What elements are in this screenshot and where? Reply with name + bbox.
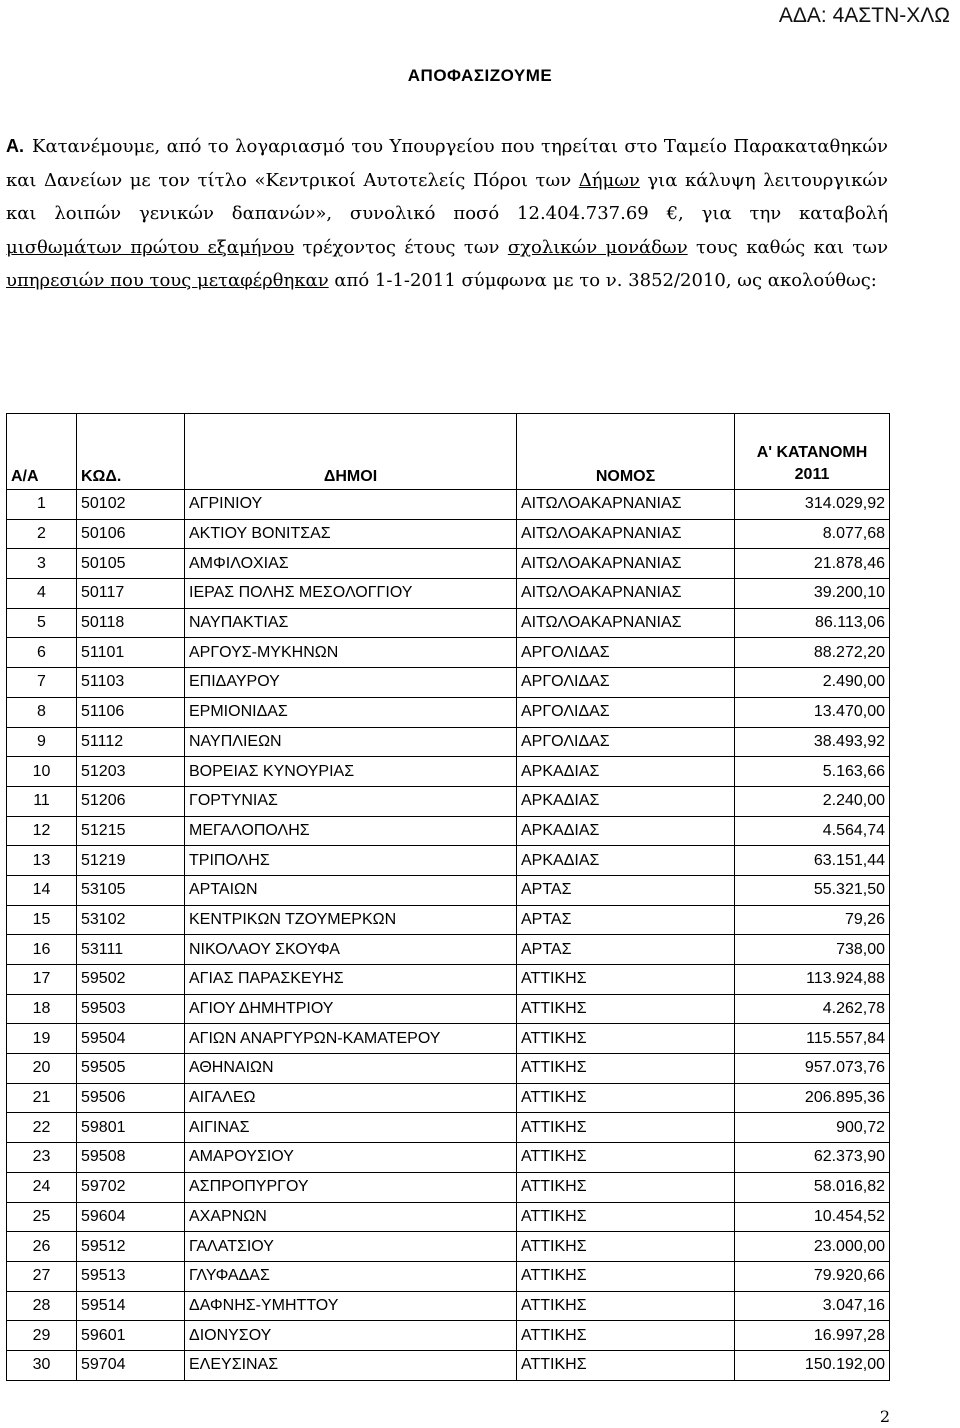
table-row xyxy=(7,1350,890,1380)
cell-nomos: ΑΙΤΩΛΟΑΚΑΡΝΑΝΙΑΣ xyxy=(517,579,735,609)
cell-code: 50118 xyxy=(77,608,185,638)
table-row xyxy=(7,727,890,757)
cell-nomos: ΑΡΓΟΛΙΔΑΣ xyxy=(517,638,735,668)
header-amount xyxy=(735,414,890,490)
cell-dimos: ΑΓΡΙΝΙΟΥ xyxy=(185,490,517,520)
cell-aa: 18 xyxy=(7,994,77,1024)
cell-code: 51203 xyxy=(77,757,185,787)
cell-aa: 22 xyxy=(7,1113,77,1143)
cell-aa: 21 xyxy=(7,1083,77,1113)
table-row xyxy=(7,519,890,549)
ada-code: ΑΔΑ: 4ΑΣΤΝ-ΧΛΩ xyxy=(778,4,950,27)
table-row xyxy=(7,490,890,520)
table-row xyxy=(7,875,890,905)
cell-nomos: ΑΤΤΙΚΗΣ xyxy=(517,1054,735,1084)
cell-nomos: ΑΤΤΙΚΗΣ xyxy=(517,1113,735,1143)
cell-aa: 5 xyxy=(7,608,77,638)
underlined-text: σχολικών μονάδων xyxy=(507,236,688,258)
cell-code: 59512 xyxy=(77,1232,185,1262)
cell-dimos: ΙΕΡΑΣ ΠΟΛΗΣ ΜΕΣΟΛΟΓΓΙΟΥ xyxy=(185,579,517,609)
cell-amount: 16.997,28 xyxy=(735,1321,890,1351)
cell-code: 59601 xyxy=(77,1321,185,1351)
cell-aa: 19 xyxy=(7,1024,77,1054)
cell-dimos: ΑΣΠΡΟΠΥΡΓΟΥ xyxy=(185,1172,517,1202)
cell-dimos: ΚΕΝΤΡΙΚΩΝ ΤΖΟΥΜΕΡΚΩΝ xyxy=(185,905,517,935)
cell-nomos: ΑΤΤΙΚΗΣ xyxy=(517,1350,735,1380)
cell-dimos: ΔΙΟΝΥΣΟΥ xyxy=(185,1321,517,1351)
cell-dimos: ΤΡΙΠΟΛΗΣ xyxy=(185,846,517,876)
cell-code: 59505 xyxy=(77,1054,185,1084)
cell-amount: 8.077,68 xyxy=(735,519,890,549)
cell-dimos: ΑΙΓΑΛΕΩ xyxy=(185,1083,517,1113)
table-row xyxy=(7,668,890,698)
cell-amount: 38.493,92 xyxy=(735,727,890,757)
cell-code: 59704 xyxy=(77,1350,185,1380)
table-row xyxy=(7,1024,890,1054)
cell-nomos: ΑΡΤΑΣ xyxy=(517,905,735,935)
table-row xyxy=(7,1054,890,1084)
cell-aa: 17 xyxy=(7,965,77,995)
cell-amount: 206.895,36 xyxy=(735,1083,890,1113)
cell-dimos: ΑΓΙΑΣ ΠΑΡΑΣΚΕΥΗΣ xyxy=(185,965,517,995)
header-amount-line1: Α' ΚΑΤΑΝΟΜΗ xyxy=(756,444,868,461)
cell-aa: 23 xyxy=(7,1143,77,1173)
cell-nomos: ΑΡΚΑΔΙΑΣ xyxy=(517,757,735,787)
table-row xyxy=(7,935,890,965)
cell-nomos: ΑΤΤΙΚΗΣ xyxy=(517,1143,735,1173)
table-row xyxy=(7,1291,890,1321)
cell-dimos: ΑΜΦΙΛΟΧΙΑΣ xyxy=(185,549,517,579)
cell-amount: 39.200,10 xyxy=(735,579,890,609)
table-row xyxy=(7,1232,890,1262)
header-code: ΚΩΔ. xyxy=(77,414,185,490)
cell-aa: 28 xyxy=(7,1291,77,1321)
cell-amount: 2.490,00 xyxy=(735,668,890,698)
cell-nomos: ΑΤΤΙΚΗΣ xyxy=(517,1024,735,1054)
header-dimos: ΔΗΜΟΙ xyxy=(185,414,517,490)
cell-dimos: ΑΘΗΝΑΙΩΝ xyxy=(185,1054,517,1084)
table-row xyxy=(7,1202,890,1232)
table-header-row xyxy=(7,414,890,490)
cell-code: 59502 xyxy=(77,965,185,995)
decision-paragraph xyxy=(6,130,888,298)
cell-aa: 4 xyxy=(7,579,77,609)
cell-aa: 20 xyxy=(7,1054,77,1084)
cell-amount: 150.192,00 xyxy=(735,1350,890,1380)
table-row xyxy=(7,1261,890,1291)
cell-nomos: ΑΡΚΑΔΙΑΣ xyxy=(517,846,735,876)
cell-aa: 12 xyxy=(7,816,77,846)
cell-code: 51206 xyxy=(77,786,185,816)
cell-code: 59506 xyxy=(77,1083,185,1113)
cell-aa: 6 xyxy=(7,638,77,668)
cell-code: 50102 xyxy=(77,490,185,520)
cell-dimos: ΒΟΡΕΙΑΣ ΚΥΝΟΥΡΙΑΣ xyxy=(185,757,517,787)
cell-aa: 26 xyxy=(7,1232,77,1262)
cell-amount: 2.240,00 xyxy=(735,786,890,816)
underlined-text: μισθωμάτων πρώτου εξαμήνου xyxy=(6,236,295,258)
cell-nomos: ΑΡΤΑΣ xyxy=(517,935,735,965)
cell-nomos: ΑΡΓΟΛΙΔΑΣ xyxy=(517,668,735,698)
cell-dimos: ΑΡΓΟΥΣ-ΜΥΚΗΝΩΝ xyxy=(185,638,517,668)
cell-dimos: ΑΚΤΙΟΥ ΒΟΝΙΤΣΑΣ xyxy=(185,519,517,549)
cell-code: 51101 xyxy=(77,638,185,668)
cell-code: 59604 xyxy=(77,1202,185,1232)
cell-code: 50105 xyxy=(77,549,185,579)
cell-code: 51106 xyxy=(77,697,185,727)
cell-dimos: ΓΟΡΤΥΝΙΑΣ xyxy=(185,786,517,816)
cell-aa: 30 xyxy=(7,1350,77,1380)
cell-dimos: ΑΓΙΟΥ ΔΗΜΗΤΡΙΟΥ xyxy=(185,994,517,1024)
cell-amount: 58.016,82 xyxy=(735,1172,890,1202)
decision-heading: ΑΠΟΦΑΣΙΖΟΥΜΕ xyxy=(407,66,553,85)
cell-nomos: ΑΤΤΙΚΗΣ xyxy=(517,1321,735,1351)
cell-amount: 10.454,52 xyxy=(735,1202,890,1232)
cell-dimos: ΑΡΤΑΙΩΝ xyxy=(185,875,517,905)
cell-nomos: ΑΙΤΩΛΟΑΚΑΡΝΑΝΙΑΣ xyxy=(517,608,735,638)
paragraph-text: Κατανέμουμε, από το λογαριασμό του Υπουργείου που τηρείται στο Ταμείο Παρακαταθηκών και Δανείων με τον τίτλο «Κεντρικοί Αυτοτελείς Πόροι των xyxy=(6,136,888,191)
cell-amount: 88.272,20 xyxy=(735,638,890,668)
cell-aa: 8 xyxy=(7,697,77,727)
cell-amount: 900,72 xyxy=(735,1113,890,1143)
cell-amount: 21.878,46 xyxy=(735,549,890,579)
cell-aa: 27 xyxy=(7,1261,77,1291)
cell-dimos: ΝΑΥΠΑΚΤΙΑΣ xyxy=(185,608,517,638)
cell-nomos: ΑΡΓΟΛΙΔΑΣ xyxy=(517,697,735,727)
cell-nomos: ΑΤΤΙΚΗΣ xyxy=(517,1232,735,1262)
cell-nomos: ΑΡΚΑΔΙΑΣ xyxy=(517,816,735,846)
cell-dimos: ΔΑΦΝΗΣ-ΥΜΗΤΤΟΥ xyxy=(185,1291,517,1321)
cell-aa: 29 xyxy=(7,1321,77,1351)
cell-aa: 15 xyxy=(7,905,77,935)
cell-code: 59508 xyxy=(77,1143,185,1173)
cell-dimos: ΜΕΓΑΛΟΠΟΛΗΣ xyxy=(185,816,517,846)
cell-aa: 9 xyxy=(7,727,77,757)
cell-nomos: ΑΡΚΑΔΙΑΣ xyxy=(517,786,735,816)
cell-dimos: ΕΡΜΙΟΝΙΔΑΣ xyxy=(185,697,517,727)
cell-dimos: ΝΑΥΠΛΙΕΩΝ xyxy=(185,727,517,757)
cell-dimos: ΑΙΓΙΝΑΣ xyxy=(185,1113,517,1143)
cell-nomos: ΑΤΤΙΚΗΣ xyxy=(517,1261,735,1291)
table-row xyxy=(7,965,890,995)
cell-amount: 23.000,00 xyxy=(735,1232,890,1262)
cell-amount: 115.557,84 xyxy=(735,1024,890,1054)
cell-amount: 62.373,90 xyxy=(735,1143,890,1173)
table-row xyxy=(7,816,890,846)
cell-code: 51112 xyxy=(77,727,185,757)
cell-aa: 2 xyxy=(7,519,77,549)
cell-aa: 14 xyxy=(7,875,77,905)
cell-dimos: ΑΓΙΩΝ ΑΝΑΡΓΥΡΩΝ-ΚΑΜΑΤΕΡΟΥ xyxy=(185,1024,517,1054)
cell-aa: 10 xyxy=(7,757,77,787)
table-row xyxy=(7,786,890,816)
table-row xyxy=(7,638,890,668)
cell-dimos: ΓΑΛΑΤΣΙΟΥ xyxy=(185,1232,517,1262)
cell-nomos: ΑΤΤΙΚΗΣ xyxy=(517,1083,735,1113)
cell-nomos: ΑΤΤΙΚΗΣ xyxy=(517,1172,735,1202)
cell-amount: 113.924,88 xyxy=(735,965,890,995)
cell-aa: 11 xyxy=(7,786,77,816)
cell-code: 50117 xyxy=(77,579,185,609)
cell-amount: 4.564,74 xyxy=(735,816,890,846)
allocation-table xyxy=(6,413,890,1381)
cell-code: 51215 xyxy=(77,816,185,846)
cell-aa: 13 xyxy=(7,846,77,876)
cell-nomos: ΑΤΤΙΚΗΣ xyxy=(517,1291,735,1321)
table-row xyxy=(7,757,890,787)
cell-dimos: ΕΠΙΔΑΥΡΟΥ xyxy=(185,668,517,698)
cell-amount: 314.029,92 xyxy=(735,490,890,520)
paragraph-text: για κάλυψη λειτουργικών και λοιπών γενικών δαπανών», συνολικό ποσό 12.404.737.69 €, για την καταβολή xyxy=(6,169,888,225)
cell-aa: 24 xyxy=(7,1172,77,1202)
table-row xyxy=(7,1113,890,1143)
cell-amount: 13.470,00 xyxy=(735,697,890,727)
cell-dimos: ΕΛΕΥΣΙΝΑΣ xyxy=(185,1350,517,1380)
paragraph-label: Α. xyxy=(6,136,24,156)
cell-aa: 3 xyxy=(7,549,77,579)
table-row xyxy=(7,1083,890,1113)
cell-code: 53102 xyxy=(77,905,185,935)
table-row xyxy=(7,994,890,1024)
header-amount-line2: 2011 xyxy=(794,466,830,483)
cell-dimos: ΑΜΑΡΟΥΣΙΟΥ xyxy=(185,1143,517,1173)
table-row xyxy=(7,846,890,876)
table-row xyxy=(7,579,890,609)
header-nomos: ΝΟΜΟΣ xyxy=(517,414,735,490)
cell-amount: 3.047,16 xyxy=(735,1291,890,1321)
cell-code: 53105 xyxy=(77,875,185,905)
cell-code: 59513 xyxy=(77,1261,185,1291)
cell-code: 59504 xyxy=(77,1024,185,1054)
table-row xyxy=(7,1321,890,1351)
cell-dimos: ΓΛΥΦΑΔΑΣ xyxy=(185,1261,517,1291)
cell-aa: 25 xyxy=(7,1202,77,1232)
paragraph-text: από 1-1-2011 σύμφωνα με το ν. 3852/2010, ως ακολούθως: xyxy=(328,270,877,292)
paragraph-text: τρέχοντος έτους των xyxy=(294,236,508,258)
cell-nomos: ΑΙΤΩΛΟΑΚΑΡΝΑΝΙΑΣ xyxy=(517,490,735,520)
cell-amount: 55.321,50 xyxy=(735,875,890,905)
page-number: 2 xyxy=(879,1407,890,1426)
cell-amount: 86.113,06 xyxy=(735,608,890,638)
cell-code: 59514 xyxy=(77,1291,185,1321)
underlined-text: Δήμων xyxy=(578,169,640,191)
cell-nomos: ΑΤΤΙΚΗΣ xyxy=(517,994,735,1024)
header-aa: Α/Α xyxy=(7,414,77,490)
cell-code: 51103 xyxy=(77,668,185,698)
cell-amount: 63.151,44 xyxy=(735,846,890,876)
cell-code: 51219 xyxy=(77,846,185,876)
table-row xyxy=(7,1172,890,1202)
table-row xyxy=(7,905,890,935)
underlined-text: υπηρεσιών που τους μεταφέρθηκαν xyxy=(6,270,329,292)
cell-aa: 16 xyxy=(7,935,77,965)
cell-code: 59801 xyxy=(77,1113,185,1143)
cell-amount: 738,00 xyxy=(735,935,890,965)
cell-nomos: ΑΙΤΩΛΟΑΚΑΡΝΑΝΙΑΣ xyxy=(517,519,735,549)
cell-code: 59702 xyxy=(77,1172,185,1202)
table-row xyxy=(7,549,890,579)
cell-amount: 79,26 xyxy=(735,905,890,935)
cell-nomos: ΑΙΤΩΛΟΑΚΑΡΝΑΝΙΑΣ xyxy=(517,549,735,579)
cell-nomos: ΑΤΤΙΚΗΣ xyxy=(517,1202,735,1232)
table-row xyxy=(7,1143,890,1173)
cell-code: 50106 xyxy=(77,519,185,549)
cell-amount: 957.073,76 xyxy=(735,1054,890,1084)
cell-nomos: ΑΡΤΑΣ xyxy=(517,875,735,905)
cell-nomos: ΑΡΓΟΛΙΔΑΣ xyxy=(517,727,735,757)
cell-code: 53111 xyxy=(77,935,185,965)
cell-amount: 5.163,66 xyxy=(735,757,890,787)
table-row xyxy=(7,697,890,727)
table-row xyxy=(7,608,890,638)
cell-dimos: ΑΧΑΡΝΩΝ xyxy=(185,1202,517,1232)
cell-aa: 1 xyxy=(7,490,77,520)
cell-amount: 79.920,66 xyxy=(735,1261,890,1291)
paragraph-text: τους καθώς και των xyxy=(687,236,889,258)
cell-code: 59503 xyxy=(77,994,185,1024)
cell-amount: 4.262,78 xyxy=(735,994,890,1024)
cell-dimos: ΝΙΚΟΛΑΟΥ ΣΚΟΥΦΑ xyxy=(185,935,517,965)
cell-nomos: ΑΤΤΙΚΗΣ xyxy=(517,965,735,995)
cell-aa: 7 xyxy=(7,668,77,698)
